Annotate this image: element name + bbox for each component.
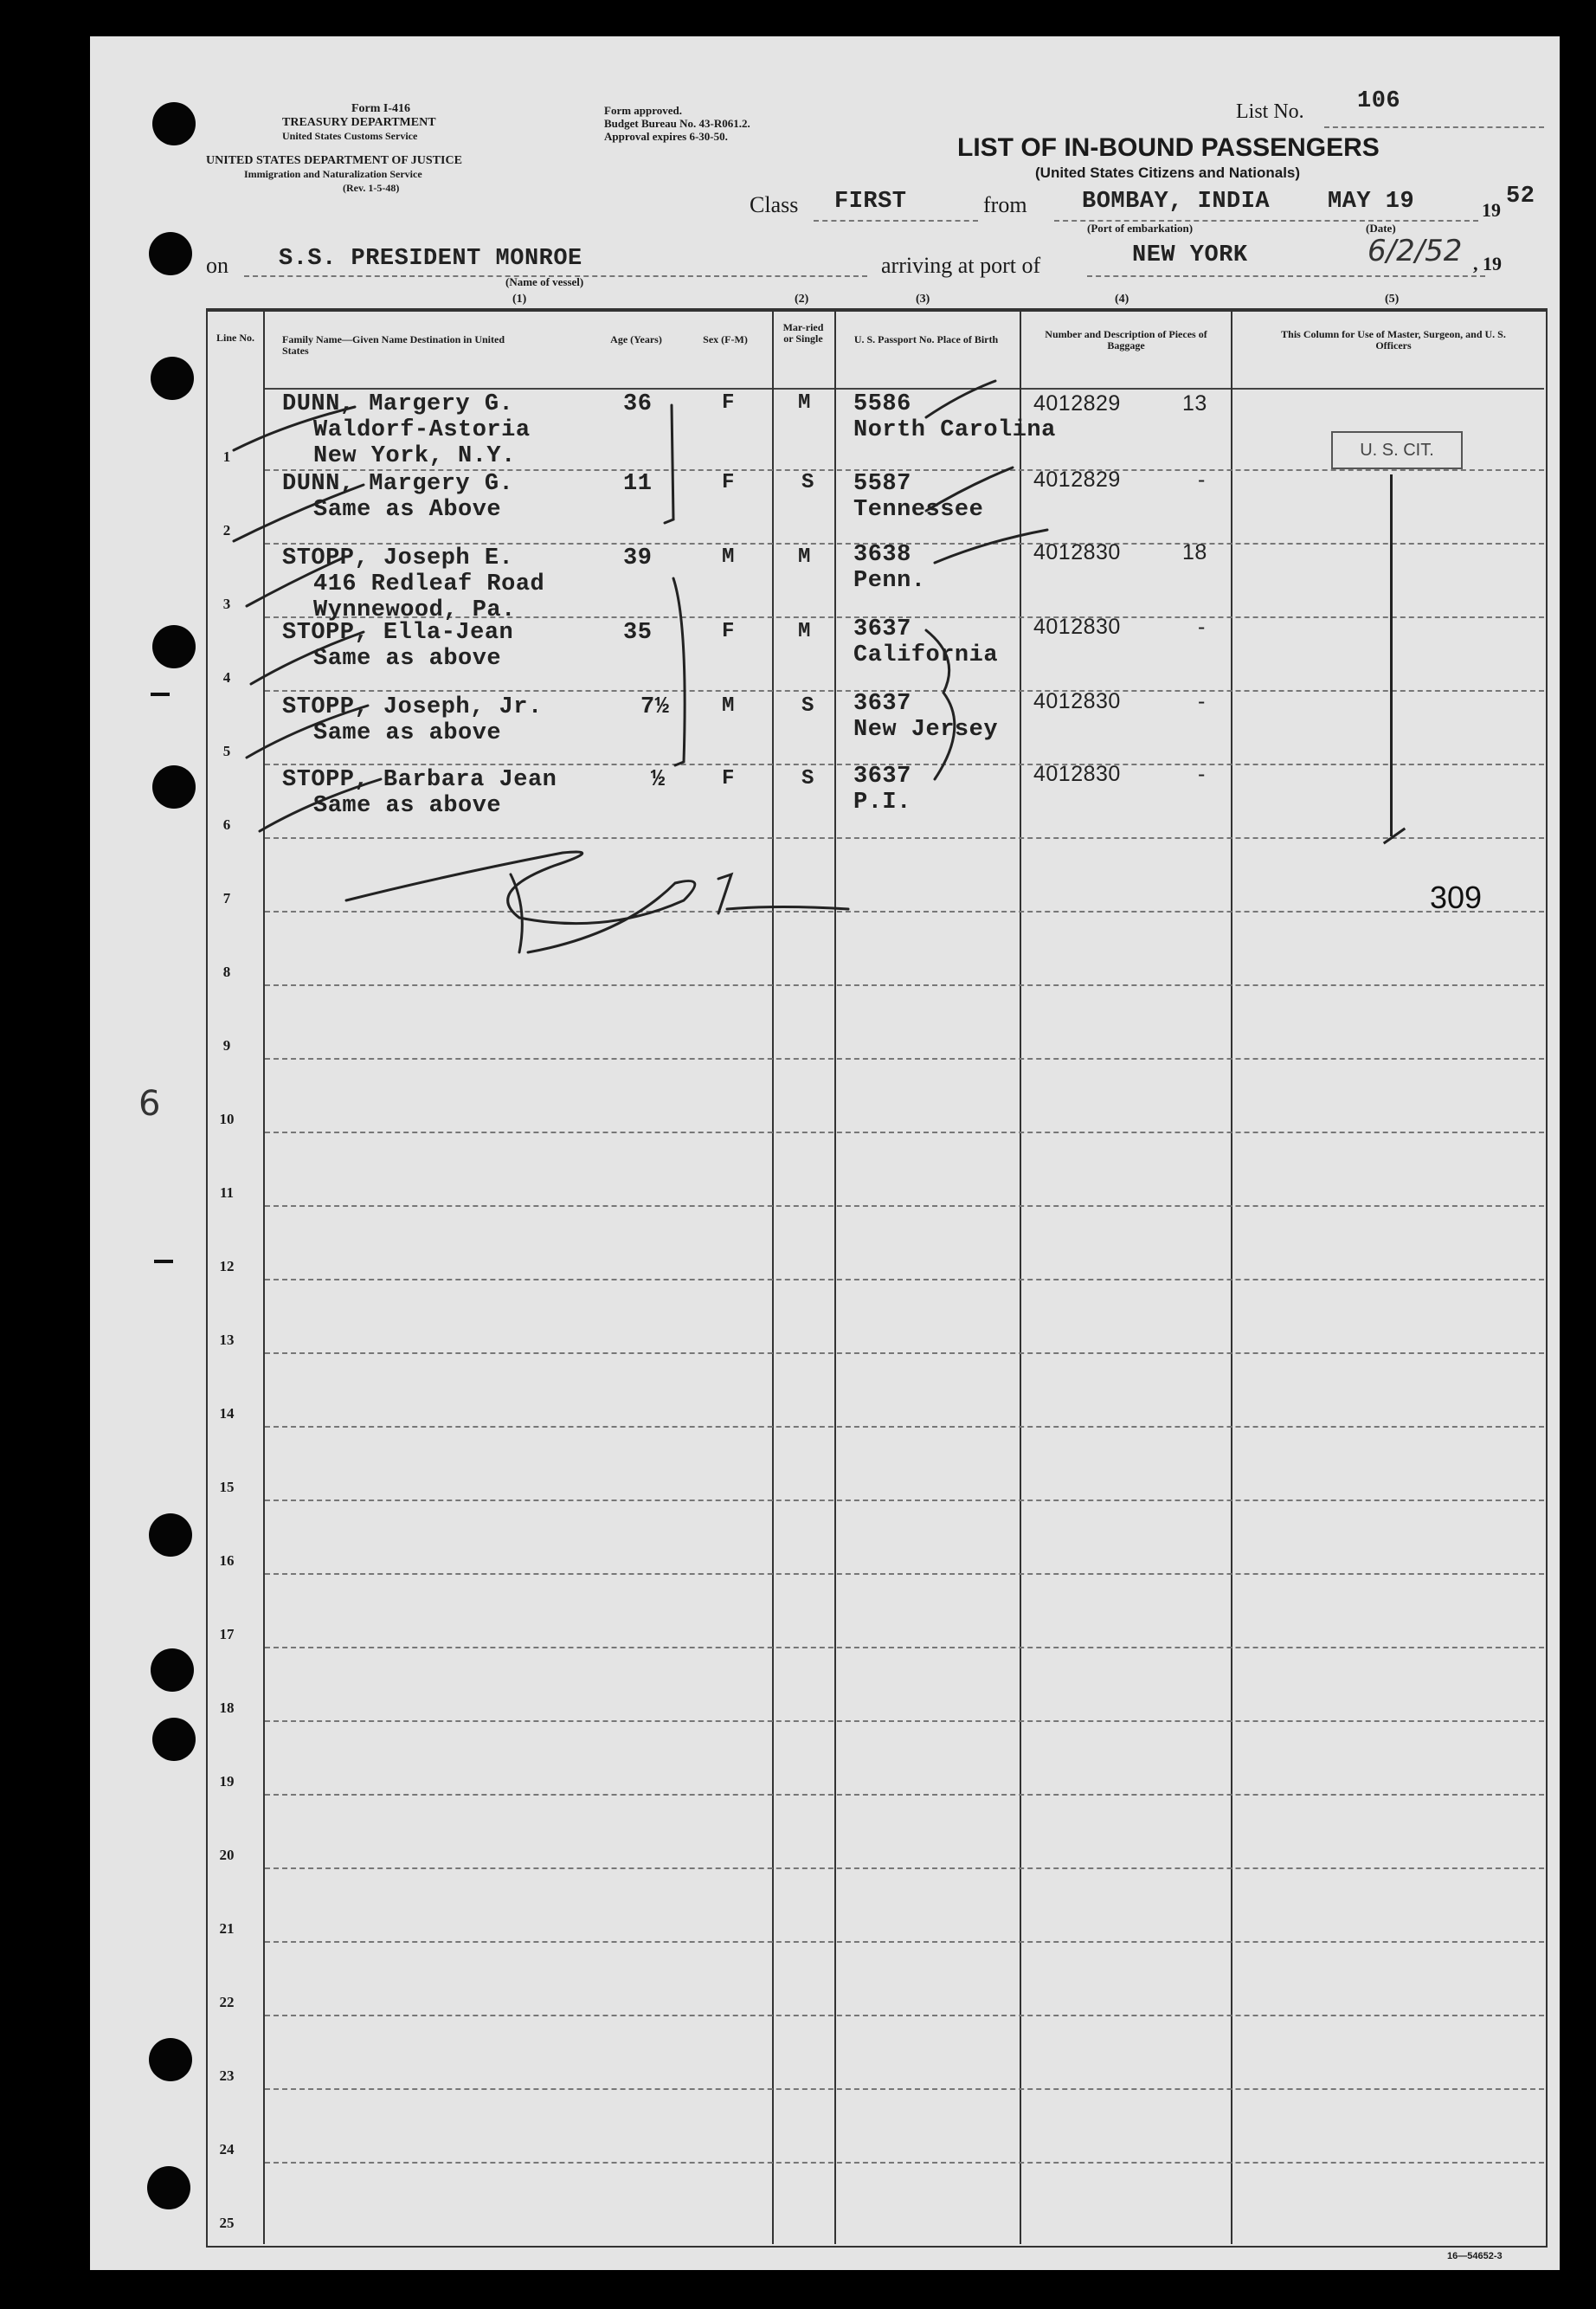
line-number: 4	[222, 669, 231, 686]
on-label: on	[206, 253, 228, 278]
line-number: 14	[219, 1405, 235, 1422]
from-label: from	[983, 192, 1027, 217]
baggage-pieces: -	[1198, 762, 1206, 786]
line-number: 13	[219, 1332, 235, 1348]
signature	[718, 874, 848, 913]
place-of-birth: Tennessee	[853, 497, 984, 523]
baggage-number: 4012829	[1033, 391, 1121, 416]
year-suffix: 52	[1506, 184, 1535, 210]
baggage-pieces: 13	[1182, 391, 1207, 416]
header-baggage: Number and Description of Pieces of Baggage	[1045, 328, 1207, 352]
year-prefix: 19	[1482, 199, 1501, 221]
place-of-birth: New Jersey	[853, 717, 999, 743]
line-number: 22	[219, 1994, 235, 2010]
margin-handwritten-mark: 6	[138, 1084, 161, 1124]
line-number: 20	[219, 1847, 235, 1863]
check-mark	[260, 779, 381, 831]
place-of-birth: Penn.	[853, 568, 926, 594]
class-label: Class	[750, 192, 799, 217]
list-no-value: 106	[1357, 88, 1401, 114]
date-caption: (Date)	[1366, 222, 1396, 235]
passenger-sex: M	[722, 545, 735, 569]
passenger-destination: Same as above	[313, 793, 502, 819]
line-number: 16	[219, 1552, 235, 1569]
passenger-destination: Same as above	[313, 646, 502, 672]
passenger-name: DUNN, Margery G.	[282, 471, 514, 497]
line-number: 1	[222, 448, 231, 465]
vessel-caption: (Name of vessel)	[505, 275, 584, 288]
check-mark	[234, 407, 355, 450]
form-approved: Form approved.	[604, 104, 683, 117]
passport-number: 3637	[853, 764, 911, 790]
baggage-number: 4012830	[1033, 615, 1121, 639]
passport-number: 5586	[853, 391, 911, 417]
passenger-name: DUNN, Margery G.	[282, 391, 514, 417]
passenger-age: 39	[623, 545, 653, 571]
age-bracket	[673, 578, 685, 765]
baggage-pieces: -	[1198, 689, 1206, 713]
page-title: LIST OF IN-BOUND PASSENGERS	[957, 133, 1380, 162]
justice-dept: UNITED STATES DEPARTMENT OF JUSTICE	[206, 154, 462, 167]
passport-number: 3637	[853, 616, 911, 642]
line-number: 19	[219, 1773, 235, 1790]
passport-number: 5587	[853, 471, 911, 497]
passenger-destination: Wynnewood, Pa.	[313, 597, 516, 623]
departure-date: MAY 19	[1328, 189, 1415, 215]
header-passport: U. S. Passport No. Place of Birth	[853, 333, 999, 345]
line-number: 21	[219, 1920, 235, 1937]
header-sex: Sex (F-M)	[703, 333, 748, 345]
signature	[511, 874, 522, 952]
line-number: 15	[219, 1479, 235, 1495]
passenger-age: 11	[623, 471, 653, 497]
arriving-label: arriving at port of	[881, 253, 1041, 278]
baggage-pieces: -	[1198, 468, 1206, 492]
port-embark-caption: (Port of embarkation)	[1087, 222, 1194, 235]
passenger-sex: F	[722, 391, 735, 415]
passenger-destination: Waldorf-Astoria	[313, 417, 531, 443]
passenger-marital: M	[798, 391, 811, 415]
passenger-destination: Same as Above	[313, 497, 502, 523]
line-number: 23	[219, 2067, 235, 2084]
arrival-date-handwritten: 6/2/52	[1368, 234, 1463, 268]
passenger-sex: M	[722, 694, 735, 718]
passenger-name: STOPP, Joseph E.	[282, 545, 514, 571]
line-number: 24	[219, 2141, 235, 2157]
line-number: 2	[222, 522, 231, 539]
line-number: 9	[222, 1037, 231, 1054]
passenger-age: 7½	[640, 694, 670, 720]
age-bracket	[665, 405, 673, 523]
col-num-5: (5)	[1385, 293, 1400, 306]
passenger-age: 36	[623, 391, 653, 417]
passenger-marital: S	[801, 471, 814, 494]
list-no-label: List No.	[1236, 100, 1304, 123]
check-mark	[247, 558, 342, 606]
passenger-age: ½	[651, 767, 666, 793]
passenger-marital: S	[801, 694, 814, 718]
line-number: 18	[219, 1700, 235, 1716]
vessel-name: S.S. PRESIDENT MONROE	[279, 246, 582, 272]
place-of-birth: North Carolina	[853, 417, 1056, 443]
passenger-sex: F	[722, 620, 735, 643]
passenger-name: STOPP, Barbara Jean	[282, 767, 557, 793]
check-mark	[234, 485, 364, 541]
line-number: 11	[219, 1184, 235, 1201]
passenger-destination: New York, N.Y.	[313, 443, 516, 469]
passenger-sex: F	[722, 767, 735, 790]
place-of-birth: P.I.	[853, 790, 911, 816]
passport-check-mark	[935, 530, 1047, 563]
budget-bureau: Budget Bureau No. 43-R061.2.	[604, 117, 750, 130]
arriving-year: , 19	[1473, 253, 1502, 274]
treasury-dept: TREASURY DEPARTMENT	[282, 116, 436, 129]
baggage-pieces: -	[1198, 615, 1206, 639]
baggage-number: 4012830	[1033, 540, 1121, 564]
line-number: 12	[219, 1258, 235, 1274]
class-value: FIRST	[834, 189, 907, 215]
passport-bracket	[926, 630, 955, 779]
passenger-name: STOPP, Ella-Jean	[282, 620, 514, 646]
passport-check-mark	[926, 468, 1013, 511]
col-num-4: (4)	[1115, 293, 1129, 306]
col-num-2: (2)	[795, 293, 809, 306]
check-mark	[251, 632, 364, 684]
us-citizen-stamp: U. S. CIT.	[1331, 431, 1463, 469]
baggage-number: 4012829	[1033, 468, 1121, 492]
passenger-destination: Same as above	[313, 720, 502, 746]
ins-service: Immigration and Naturalization Service	[244, 168, 422, 180]
baggage-number: 4012830	[1033, 689, 1121, 713]
line-number: 8	[222, 964, 231, 980]
passenger-age: 35	[623, 620, 653, 646]
page-subtitle: (United States Citizens and Nationals)	[1035, 164, 1301, 181]
line-number: 25	[219, 2215, 235, 2231]
passenger-name: STOPP, Joseph, Jr.	[282, 694, 543, 720]
baggage-pieces: 18	[1182, 540, 1207, 564]
check-mark	[247, 706, 368, 758]
line-number: 5	[222, 743, 231, 759]
line-number: 10	[219, 1111, 235, 1127]
line-number: 17	[219, 1626, 235, 1642]
header-line-no: Line No.	[216, 332, 254, 344]
baggage-number: 4012830	[1033, 762, 1121, 786]
port-of-embarkation: BOMBAY, INDIA	[1082, 189, 1271, 215]
header-officers: This Column for Use of Master, Surgeon, and U. S. Officers	[1281, 328, 1506, 352]
stamp-number: 309	[1430, 880, 1483, 915]
passenger-marital: M	[798, 545, 811, 569]
header-married: Mar-ried or Single	[782, 321, 824, 345]
passenger-marital: S	[801, 767, 814, 790]
passport-number: 3637	[853, 691, 911, 717]
line-number: 6	[222, 816, 231, 833]
passport-number: 3638	[853, 542, 911, 568]
col-num-3: (3)	[916, 293, 930, 306]
header-age: Age (Years)	[610, 333, 662, 345]
form-number: Form I-416	[351, 102, 411, 115]
col-num-1: (1)	[512, 293, 527, 306]
passenger-sex: F	[722, 471, 735, 494]
footer-code: 16—54652-3	[1447, 2251, 1503, 2261]
line-number: 7	[222, 890, 231, 906]
approval-expires: Approval expires 6-30-50.	[604, 130, 728, 143]
passenger-marital: M	[798, 620, 811, 643]
header-name: Family Name—Given Name Destination in United States	[282, 333, 505, 357]
line-number: 3	[222, 596, 231, 612]
place-of-birth: California	[853, 642, 999, 668]
passenger-destination: 416 Redleaf Road	[313, 571, 545, 597]
customs-service: United States Customs Service	[282, 130, 418, 142]
revision: (Rev. 1-5-48)	[343, 182, 400, 194]
arriving-port: NEW YORK	[1132, 242, 1248, 268]
passport-check-mark	[926, 381, 995, 417]
